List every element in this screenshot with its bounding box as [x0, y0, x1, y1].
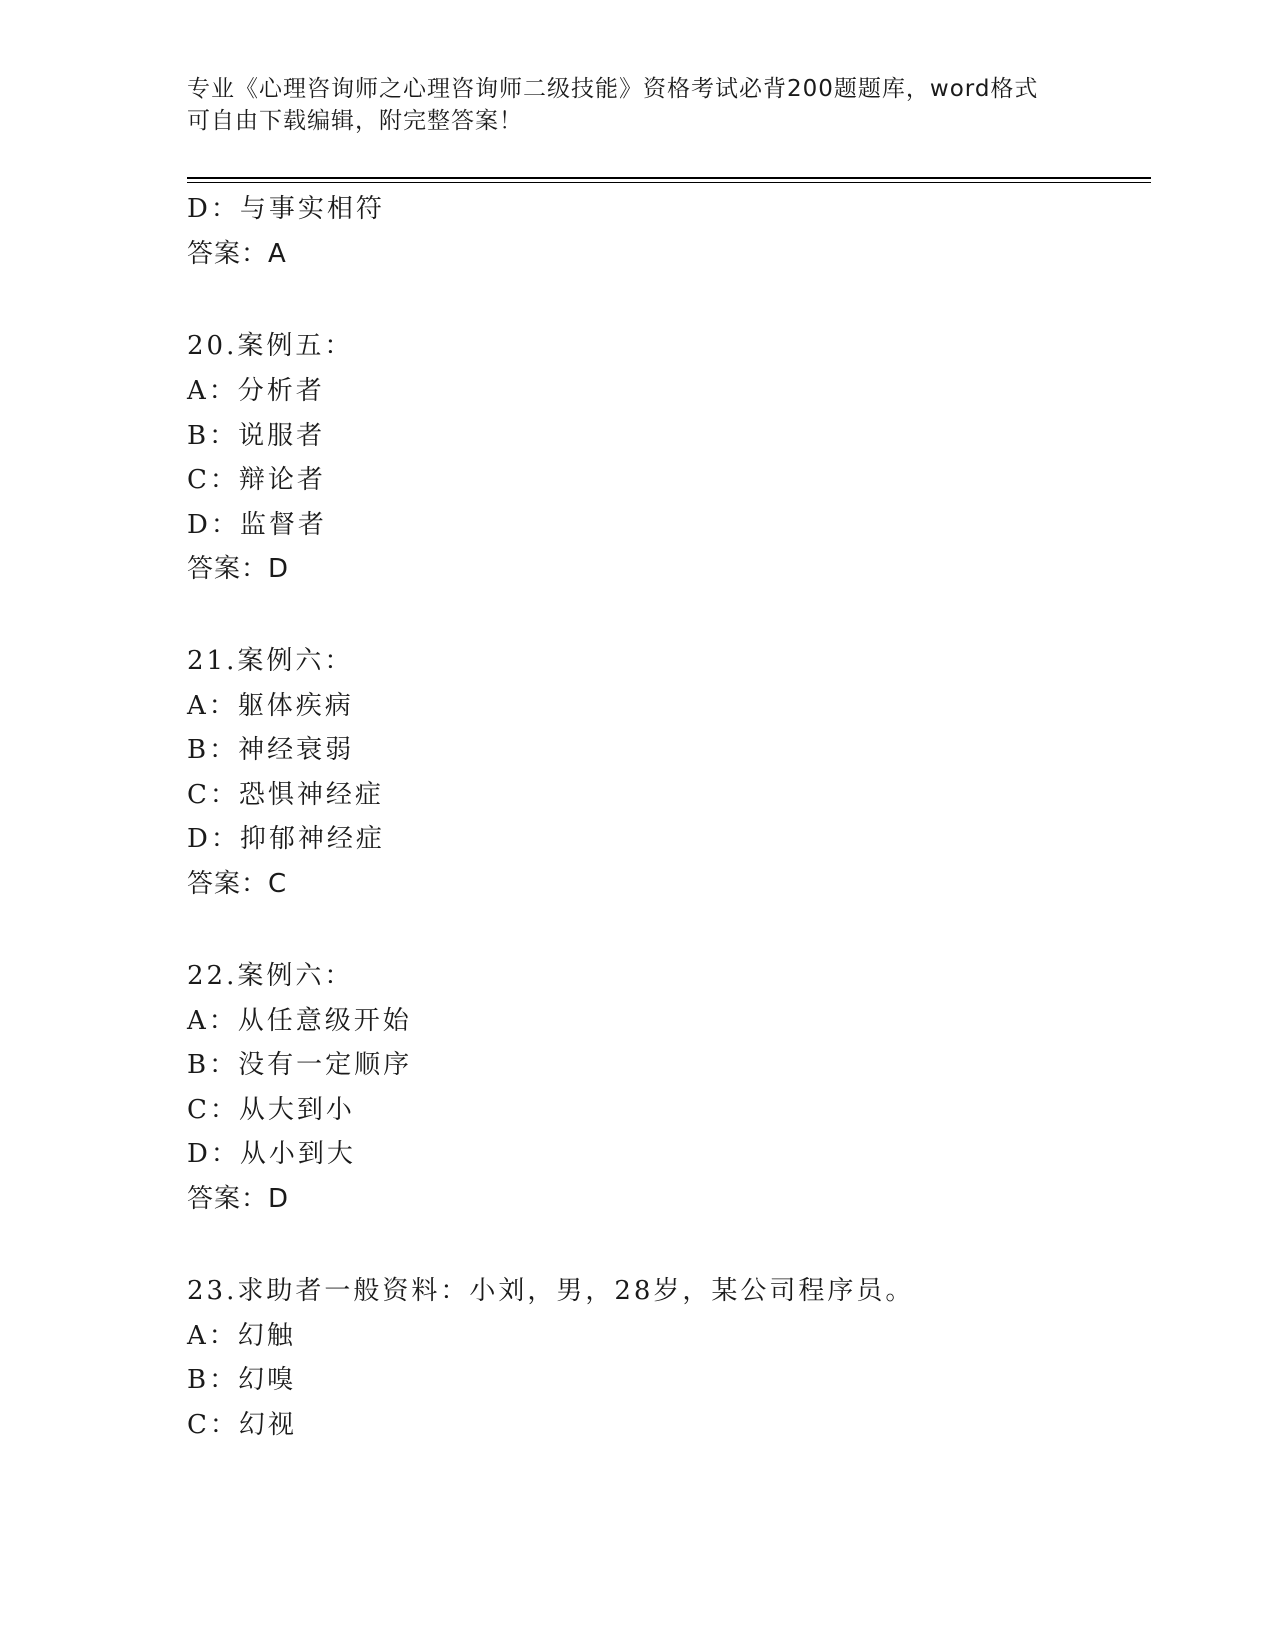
- q22-option-b: B：没有一定顺序: [187, 1050, 413, 1080]
- q22-option-a: A：从任意级开始: [187, 1006, 412, 1036]
- header-divider-thick: [187, 177, 1151, 179]
- document-header: [187, 73, 1087, 137]
- q21-option-b: B：神经衰弱: [187, 735, 355, 765]
- header-line-2: 可自由下载编辑，附完整答案！: [187, 108, 523, 134]
- q22-stem: 22.案例六：: [187, 961, 354, 991]
- q21-answer: 答案：C: [187, 869, 288, 899]
- prev-answer: 答案：A: [187, 239, 287, 269]
- q22-option-c: C：从大到小: [187, 1095, 355, 1125]
- q20-option-d: D：监督者: [187, 510, 327, 540]
- q23-option-b: B：幻嗅: [187, 1365, 297, 1395]
- header-line-1: 专业《心理咨询师之心理咨询师二级技能》资格考试必背200题题库，word格式: [187, 76, 1039, 102]
- q22-answer: 答案：D: [187, 1184, 290, 1214]
- q23-stem: 23.求助者一般资料：小刘，男，28岁，某公司程序员。: [187, 1276, 915, 1306]
- prev-option-d: D：与事实相符: [187, 194, 385, 224]
- header-divider-thin: [187, 182, 1151, 183]
- q22-option-d: D：从小到大: [187, 1139, 356, 1169]
- q21-stem: 21.案例六：: [187, 646, 354, 676]
- q21-option-a: A：躯体疾病: [187, 691, 354, 721]
- q20-option-a: A：分析者: [187, 376, 325, 406]
- q23-option-a: A：幻触: [187, 1321, 296, 1351]
- q21-option-c: C：恐惧神经症: [187, 780, 384, 810]
- q20-stem: 20.案例五：: [187, 331, 354, 361]
- q23-option-c: C：幻视: [187, 1410, 297, 1440]
- q21-option-d: D：抑郁神经症: [187, 824, 385, 854]
- q20-option-c: C：辩论者: [187, 465, 326, 495]
- q20-answer: 答案：D: [187, 554, 290, 584]
- q20-option-b: B：说服者: [187, 421, 326, 451]
